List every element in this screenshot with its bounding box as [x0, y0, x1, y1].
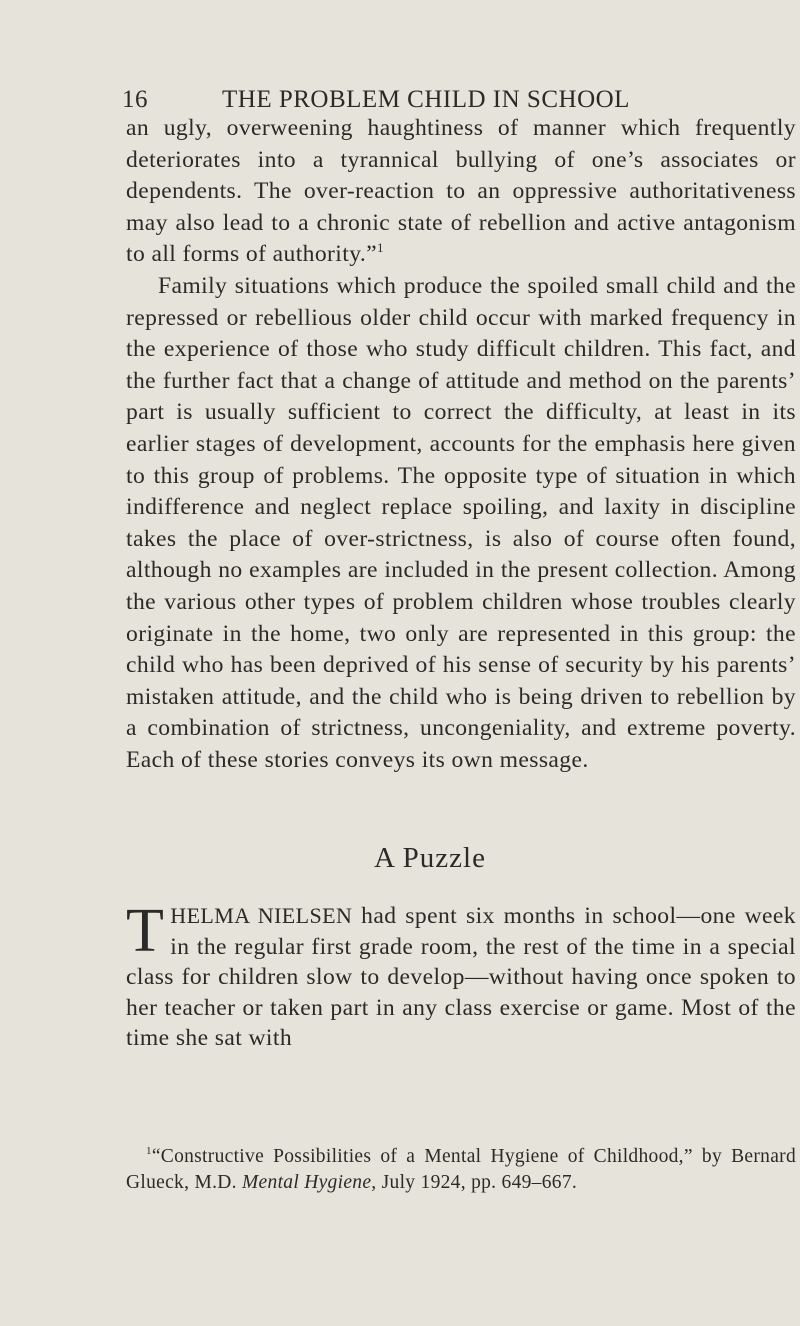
- footnote-text: “Constructive Possibilities of a Mental Hygiene of Childhood,” by Bernard Glueck, M.D.: [126, 1146, 796, 1193]
- footnote: [126, 1144, 796, 1196]
- paragraph: Family situations which produce the spoiled small child and the repressed or rebellious older child occur with marked frequency in the experience of those who study difficult children. This fact, and the further fact that a change of attitude and method on the parents’ part is usually sufficient to correct the difficulty, at least in its earlier stages of development, accounts for the emphasis here given to this group of problems. The opposite type of situation in which indifference and neglect replace spoiling, and laxity in discipline takes the place of over-strictness, is also of course often found, although no examples are included in the present collection. Among the various other types of problem children whose troubles clearly originate in the home, two only are represented in this group: the child who has been deprived of his sense of security by his parents’ mistaken attitude, and the child who is being driven to rebellion by a combination of strictness, uncongeniality, and extreme poverty. Each of these stories conveys its own message.: [126, 272, 796, 773]
- paragraph-continuation: [126, 113, 796, 271]
- drop-cap: T: [126, 897, 165, 965]
- footnote-marker: 1: [146, 1145, 152, 1157]
- story-paragraph: [126, 897, 796, 1054]
- footnote-reference: 1: [377, 240, 384, 256]
- body-text: [126, 113, 796, 776]
- footnote-citation: July 1924, pp. 649–667.: [376, 1172, 578, 1193]
- running-head: [122, 86, 722, 114]
- story-lead-name: HELMA NIELSEN: [170, 903, 353, 928]
- section-heading: A Puzzle: [374, 842, 486, 874]
- running-head-title: THE PROBLEM CHILD IN SCHOOL: [222, 86, 630, 113]
- story-text: had spent six months in school—one week in the regular first grade room, the rest of the time in a special class for children slow to develop—without having once spoken to her teacher or taken part in any class exercise or game. Most of the time she sat with: [126, 903, 796, 1051]
- page-number: 16: [122, 86, 148, 113]
- paragraph-text: an ugly, overweening haughtiness of manner which frequently deteriorates into a tyrannical bullying of one’s associates or dependents. The over-reaction to an oppressive authoritativeness may also lead to a chronic state of rebellion and active antagonism to all forms of authority.”: [126, 115, 796, 268]
- footnote-journal: Mental Hygiene,: [242, 1172, 377, 1193]
- story-opening: [126, 897, 796, 1054]
